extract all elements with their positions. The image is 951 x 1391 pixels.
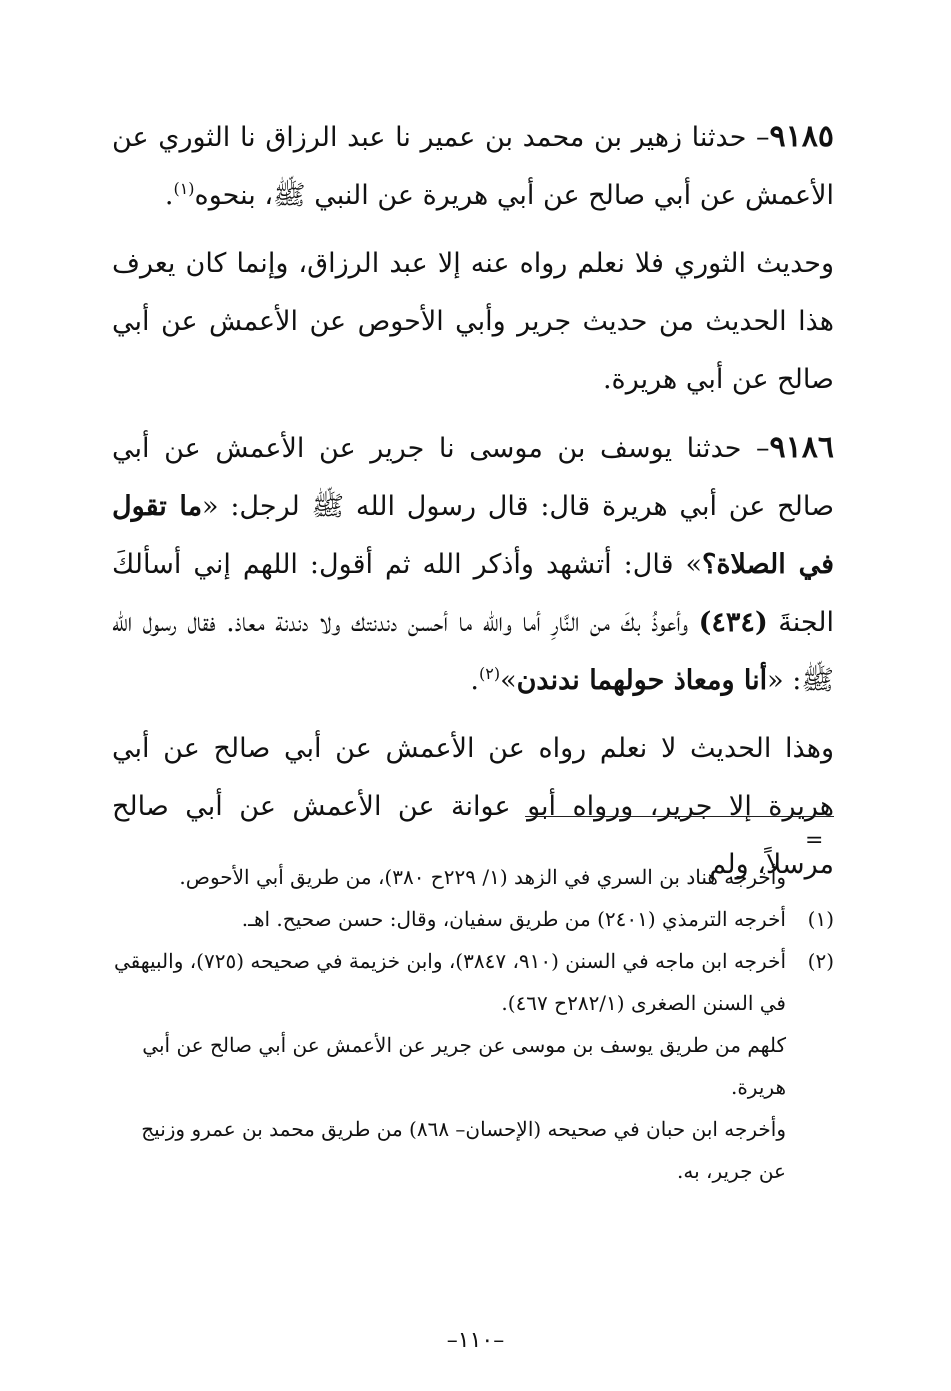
prophet-speech: أنا ومعاذ حولهما ندندن xyxy=(516,665,768,696)
hadith-9185: ٩١٨٥– حدثنا زهير بن محمد بن عمير نا عبد الرزاق نا الثوري عن الأعمش عن أبي صالح عن أبي هريرة عن النبي ﷺ، بنحوه$^{(١)}$. xyxy=(112,119,834,211)
continuation-mark: = xyxy=(805,828,824,853)
hadith-number: ٩١٨٦ xyxy=(769,430,834,465)
footnote-ref[interactable]: (١) xyxy=(173,179,195,198)
footnote-divider xyxy=(525,816,834,817)
footnote-marker: (٢) xyxy=(807,949,834,973)
footnotes xyxy=(112,856,834,1192)
footnote-ref[interactable]: (٢) xyxy=(478,664,501,683)
hadith-text: – حدثنا يوسف بن موسى نا جرير عن الأعمش عن أبي صالح عن أبي هريرة قال: قال رسول الله ﷺ لرجل: « xyxy=(112,433,834,522)
commentary-9186: وهذا الحديث لا نعلم رواه عن الأعمش عن أبي صالح عن أبي هريرة إلا جرير، ورواه أبو عوانة عن الأعمش عن أبي صالح مرسلاً، ولم xyxy=(112,733,834,880)
page-number: –١١٠– xyxy=(446,1328,505,1353)
footnote-continuation: وأخرجه هناد بن السري في الزهد (١/ ٢٢٩ح ٣٨٠)، من طريق أبي الأحوص. xyxy=(179,865,786,889)
footnote-2-detail: وأخرجه ابن حبان في صحيحه (الإحسان– ٨٦٨) من طريق محمد بن عمرو وزنيج عن جرير، به. xyxy=(141,1117,786,1183)
hadith-text: – حدثنا زهير بن محمد بن عمير نا عبد الرزاق نا الثوري عن الأعمش عن أبي صالح عن أبي هريرة عن النبي ﷺ، بنحوه xyxy=(112,122,834,211)
prophet-speech: ما تقول في الصلاة؟ xyxy=(112,491,834,580)
footnote-marker: (١) xyxy=(807,907,834,931)
commentary-9185: وحديث الثوري فلا نعلم رواه عنه إلا عبد الرزاق، وإنما كان يعرف هذا الحديث من حديث جرير وأبي الأحوص عن الأعمش عن أبي صالح عن أبي هريرة. xyxy=(112,248,834,395)
hadith-9186: ٩١٨٦– حدثنا يوسف بن موسى نا جرير عن الأعمش عن أبي صالح عن أبي هريرة قال: قال رسول الله ﷺ لرجل: «ما تقول في الصلاة؟» قال: أتشهد وأذكر الله ثم أقول: اللهم إني أسألكَ الجنةَ (٤٣٤) وأعوذُ بكَ من النَّارِ أما والله ما أحسن دندنتك ولا دندنة معاذ. فقال رسول الله ﷺ: «أنا ومعاذ حولهما ندندن»$^{(٢)}$. xyxy=(112,430,834,696)
footnote-2-detail: كلهم من طريق يوسف بن موسى عن جرير عن الأعمش عن أبي صالح عن أبي هريرة. xyxy=(142,1033,786,1099)
footnote-2: (٢)أخرجه ابن ماجه في السنن (٩١٠، ٣٨٤٧)، وابن خزيمة في صحيحه (٧٢٥)، والبيهقي في السنن الصغرى (٢٨٢/١ح ٤٦٧). xyxy=(112,940,834,1024)
hadith-text: وأعوذُ بكَ من النَّارِ أما والله ما أحسن دندنتك ولا دندنة معاذ. فقال رسول الله ﷺ: « xyxy=(112,607,834,696)
main-text xyxy=(112,108,834,904)
volume-page-marker: (٤٣٤) xyxy=(698,607,768,638)
hadith-number: ٩١٨٥ xyxy=(769,119,834,154)
footnote-1: (١)أخرجه الترمذي (٢٤٠١) من طريق سفيان، وقال: حسن صحيح. اهـ. xyxy=(112,898,834,940)
hadith-text: » قال: أتشهد وأذكر الله ثم أقول: اللهم إني أسألكَ الجنةَ xyxy=(112,549,834,638)
